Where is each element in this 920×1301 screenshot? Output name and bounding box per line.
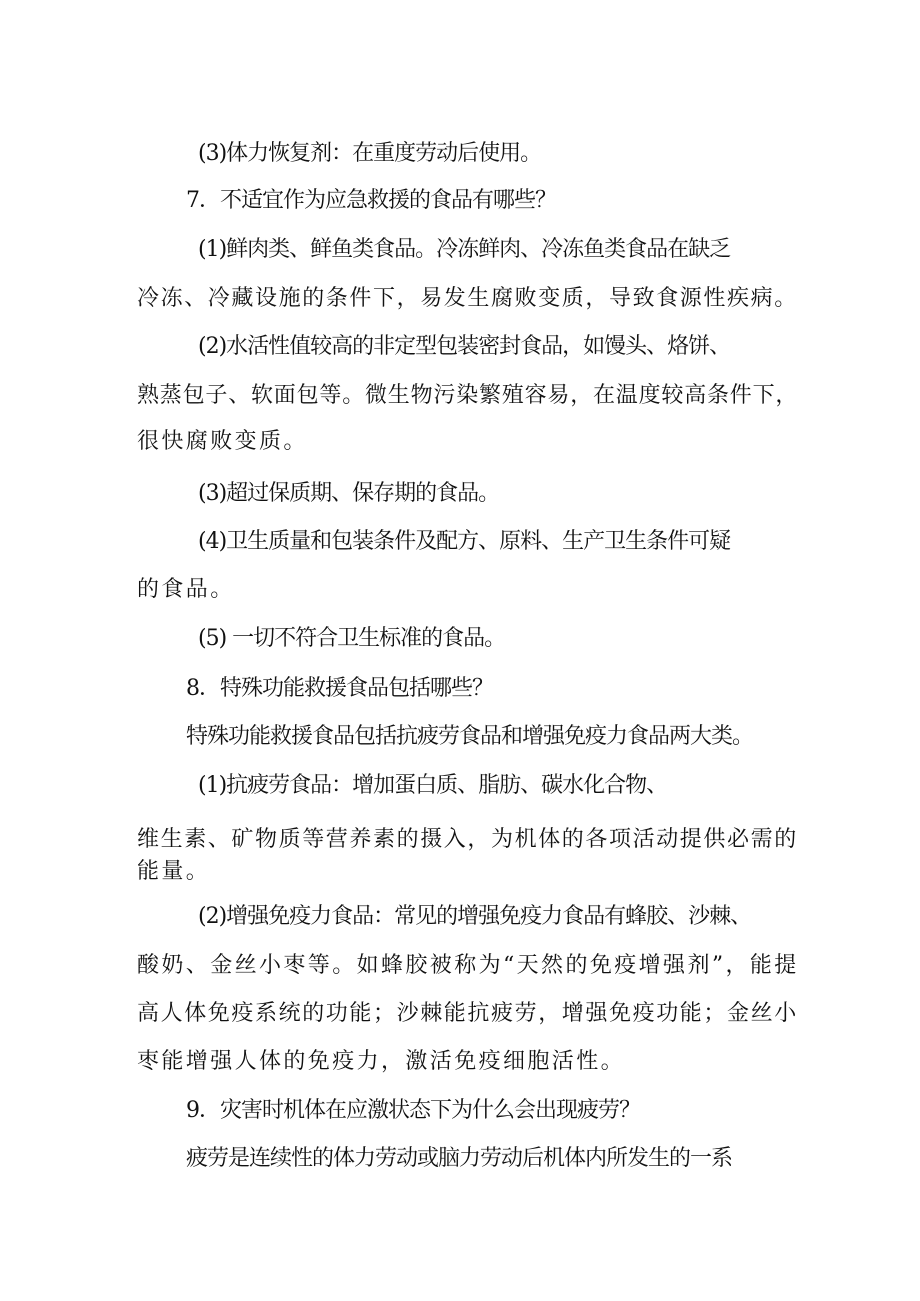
paragraph-line: 的食品。	[137, 577, 235, 602]
paragraph-line: 冷冻、冷藏设施的条件下，易发生腐败变质，导致食源性疾病。	[137, 286, 798, 311]
paragraph-line: (5) 一切不符合卫生标准的食品。	[198, 626, 506, 651]
paragraph-line: (3)体力恢复剂：在重度劳动后使用。	[198, 141, 542, 166]
paragraph-line: (1)鲜肉类、鲜鱼类食品。冷冻鲜肉、冷冻鱼类食品在缺乏	[198, 237, 731, 262]
question-heading: 7．不适宜作为应急救援的食品有哪些？	[186, 188, 556, 213]
paragraph-line: 熟蒸包子、软面包等。微生物污染繁殖容易，在温度较高条件下，	[137, 383, 799, 408]
paragraph-line: 疲劳是连续性的体力劳动或脑力劳动后机体内所发生的一系	[186, 1146, 733, 1171]
paragraph-line: (3)超过保质期、保存期的食品。	[198, 481, 500, 506]
paragraph-line: 很快腐败变质。	[137, 429, 308, 454]
paragraph-line: (2)增强免疫力食品：常见的增强免疫力食品有蜂胶、沙棘、	[198, 904, 752, 929]
paragraph-line: 维生素、矿物质等营养素的摄入，为机体的各项活动提供必需的	[137, 827, 798, 852]
question-heading: 9．灾害时机体在应激状态下为什么会出现疲劳？	[186, 1098, 640, 1123]
paragraph-line: (1)抗疲劳食品：增加蛋白质、脂肪、碳水化合物、	[198, 773, 668, 798]
paragraph-line: 高人体免疫系统的功能；沙棘能抗疲劳，增强免疫功能；金丝小	[137, 1001, 798, 1026]
paragraph-line: 酸奶、金丝小枣等。如蜂胶被称为“天然的免疫增强剂”，能提	[137, 953, 799, 978]
paragraph-line: 枣能增强人体的免疫力，激活免疫细胞活性。	[137, 1049, 626, 1074]
question-heading: 8．特殊功能救援食品包括哪些？	[186, 676, 493, 701]
paragraph-line: (4)卫生质量和包装条件及配方、原料、生产卫生条件可疑	[198, 529, 731, 554]
paragraph-line: 特殊功能救援食品包括抗疲劳食品和增强免疫力食品两大类。	[186, 724, 754, 749]
paragraph-line: (2)水活性值较高的非定型包装密封食品，如馒头、烙饼、	[198, 334, 731, 359]
paragraph-line: 能量。	[137, 859, 211, 884]
